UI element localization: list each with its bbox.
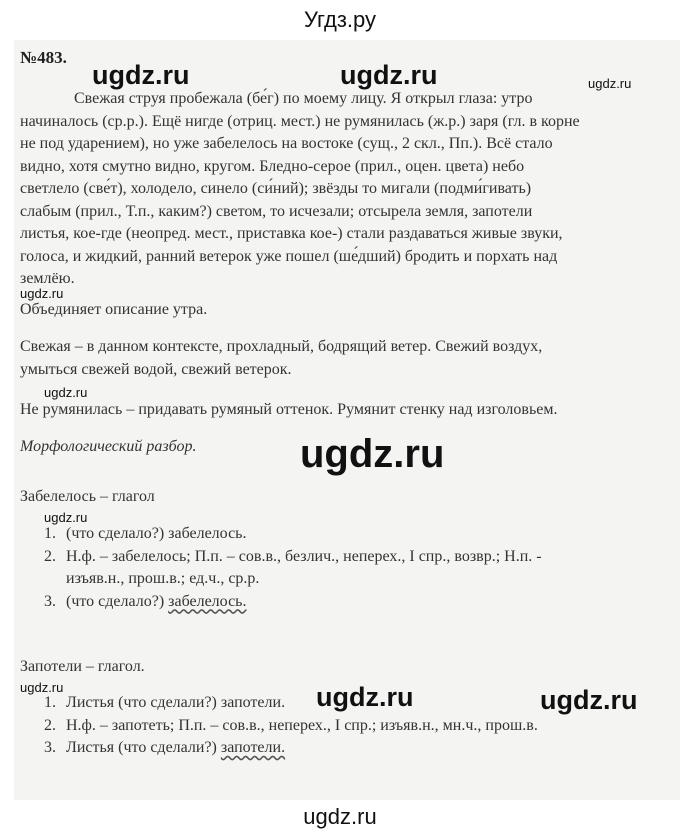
- underlined-predicate: забелелось.: [168, 592, 247, 610]
- verb1-list: [44, 523, 672, 613]
- unites-text: Объединяет описание утра.: [20, 301, 208, 318]
- list-item: 1. (что сделало?) забелелось.: [44, 525, 247, 542]
- list-item: 3. Листья (что сделали?) запотели.: [44, 739, 286, 756]
- watermark: ugdz.ru: [316, 682, 414, 712]
- list-item: 2. Н.ф. – запотеть; П.п. – сов.в., неперех., I спр.; изъяв.н., мн.ч., прош.в.: [44, 716, 538, 734]
- footer-watermark: ugdz.ru: [303, 804, 377, 829]
- list-item: 3. (что сделало?) забелелось.: [44, 592, 247, 610]
- morph-title: Морфологический разбор.: [20, 438, 197, 455]
- verb1-title: Забелелось – глагол: [20, 488, 155, 505]
- text-line: не под ударением), но уже забелелось на востоке (сущ., 2 скл., Пп.). Всё стало: [20, 135, 553, 152]
- svezhaya-text: [20, 336, 672, 381]
- text-line: видно, хотя смутно видно, кругом. Бледно-серое (прил., оцен. цвета) небо: [20, 157, 525, 175]
- text-line: слабым (прил., Т.п., каким?) светом, то исчезали; отсырела земля, запотели: [20, 202, 533, 220]
- text-line: Свежая – в данном контексте, прохладный, бодрящий ветер. Свежий воздух,: [20, 338, 543, 355]
- text-line: Свежая струя пробежала (бе́г) по моему лицу. Я открыл глаза: утро: [74, 90, 533, 107]
- text-line: землёю.: [20, 270, 75, 287]
- watermark: ugdz.ru: [540, 685, 638, 715]
- site-title: Угдз.ру: [303, 7, 377, 32]
- watermark: ugdz.ru: [20, 680, 64, 695]
- text-line: умыться свежей водой, свежий ветерок.: [20, 360, 292, 378]
- watermark: ugdz.ru: [588, 76, 632, 91]
- watermark: ugdz.ru: [44, 385, 88, 400]
- watermark: ugdz.ru: [340, 60, 438, 90]
- text-line: листья, кое-где (неопред. мест., приставка кое-) стали раздаваться живые звуки,: [20, 225, 563, 242]
- scanned-page: [14, 40, 680, 800]
- verb2-title: Запотели – глагол.: [20, 658, 145, 675]
- watermark: ugdz.ru: [44, 510, 88, 525]
- exercise-number: №483.: [20, 48, 67, 67]
- list-item: 1. Листья (что сделали?) запотели.: [44, 694, 286, 711]
- main-text: [20, 88, 672, 291]
- list-item: 2. Н.ф. – забелелось; П.п. – сов.в., безлич., неперех., I спр., возвр.; Н.п. - изъяв.н., прош.в.; ед.ч., ср.р.: [44, 547, 542, 587]
- watermark: ugdz.ru: [92, 60, 190, 90]
- watermark: ugdz.ru: [300, 432, 445, 476]
- text-line: начиналось (ср.р.). Ещё нигде (отриц. мест.) не румянилась (ж.р.) заря (гл. в корне: [20, 112, 580, 130]
- text-line: голоса, и жидкий, ранний ветерок уже пошел (ше́дший) бродить и порхать над: [20, 247, 558, 265]
- text-line: светлело (све́т), холодело, синело (си́ний); звёзды то мигали (подми́гивать): [20, 180, 532, 197]
- underlined-predicate: запотели.: [220, 739, 286, 756]
- rumyanilas-text: Не румянилась – придавать румяный оттенок. Румянит стенку над изголовьем.: [20, 401, 558, 418]
- verb2-list: [44, 692, 672, 760]
- watermark: ugdz.ru: [20, 286, 64, 301]
